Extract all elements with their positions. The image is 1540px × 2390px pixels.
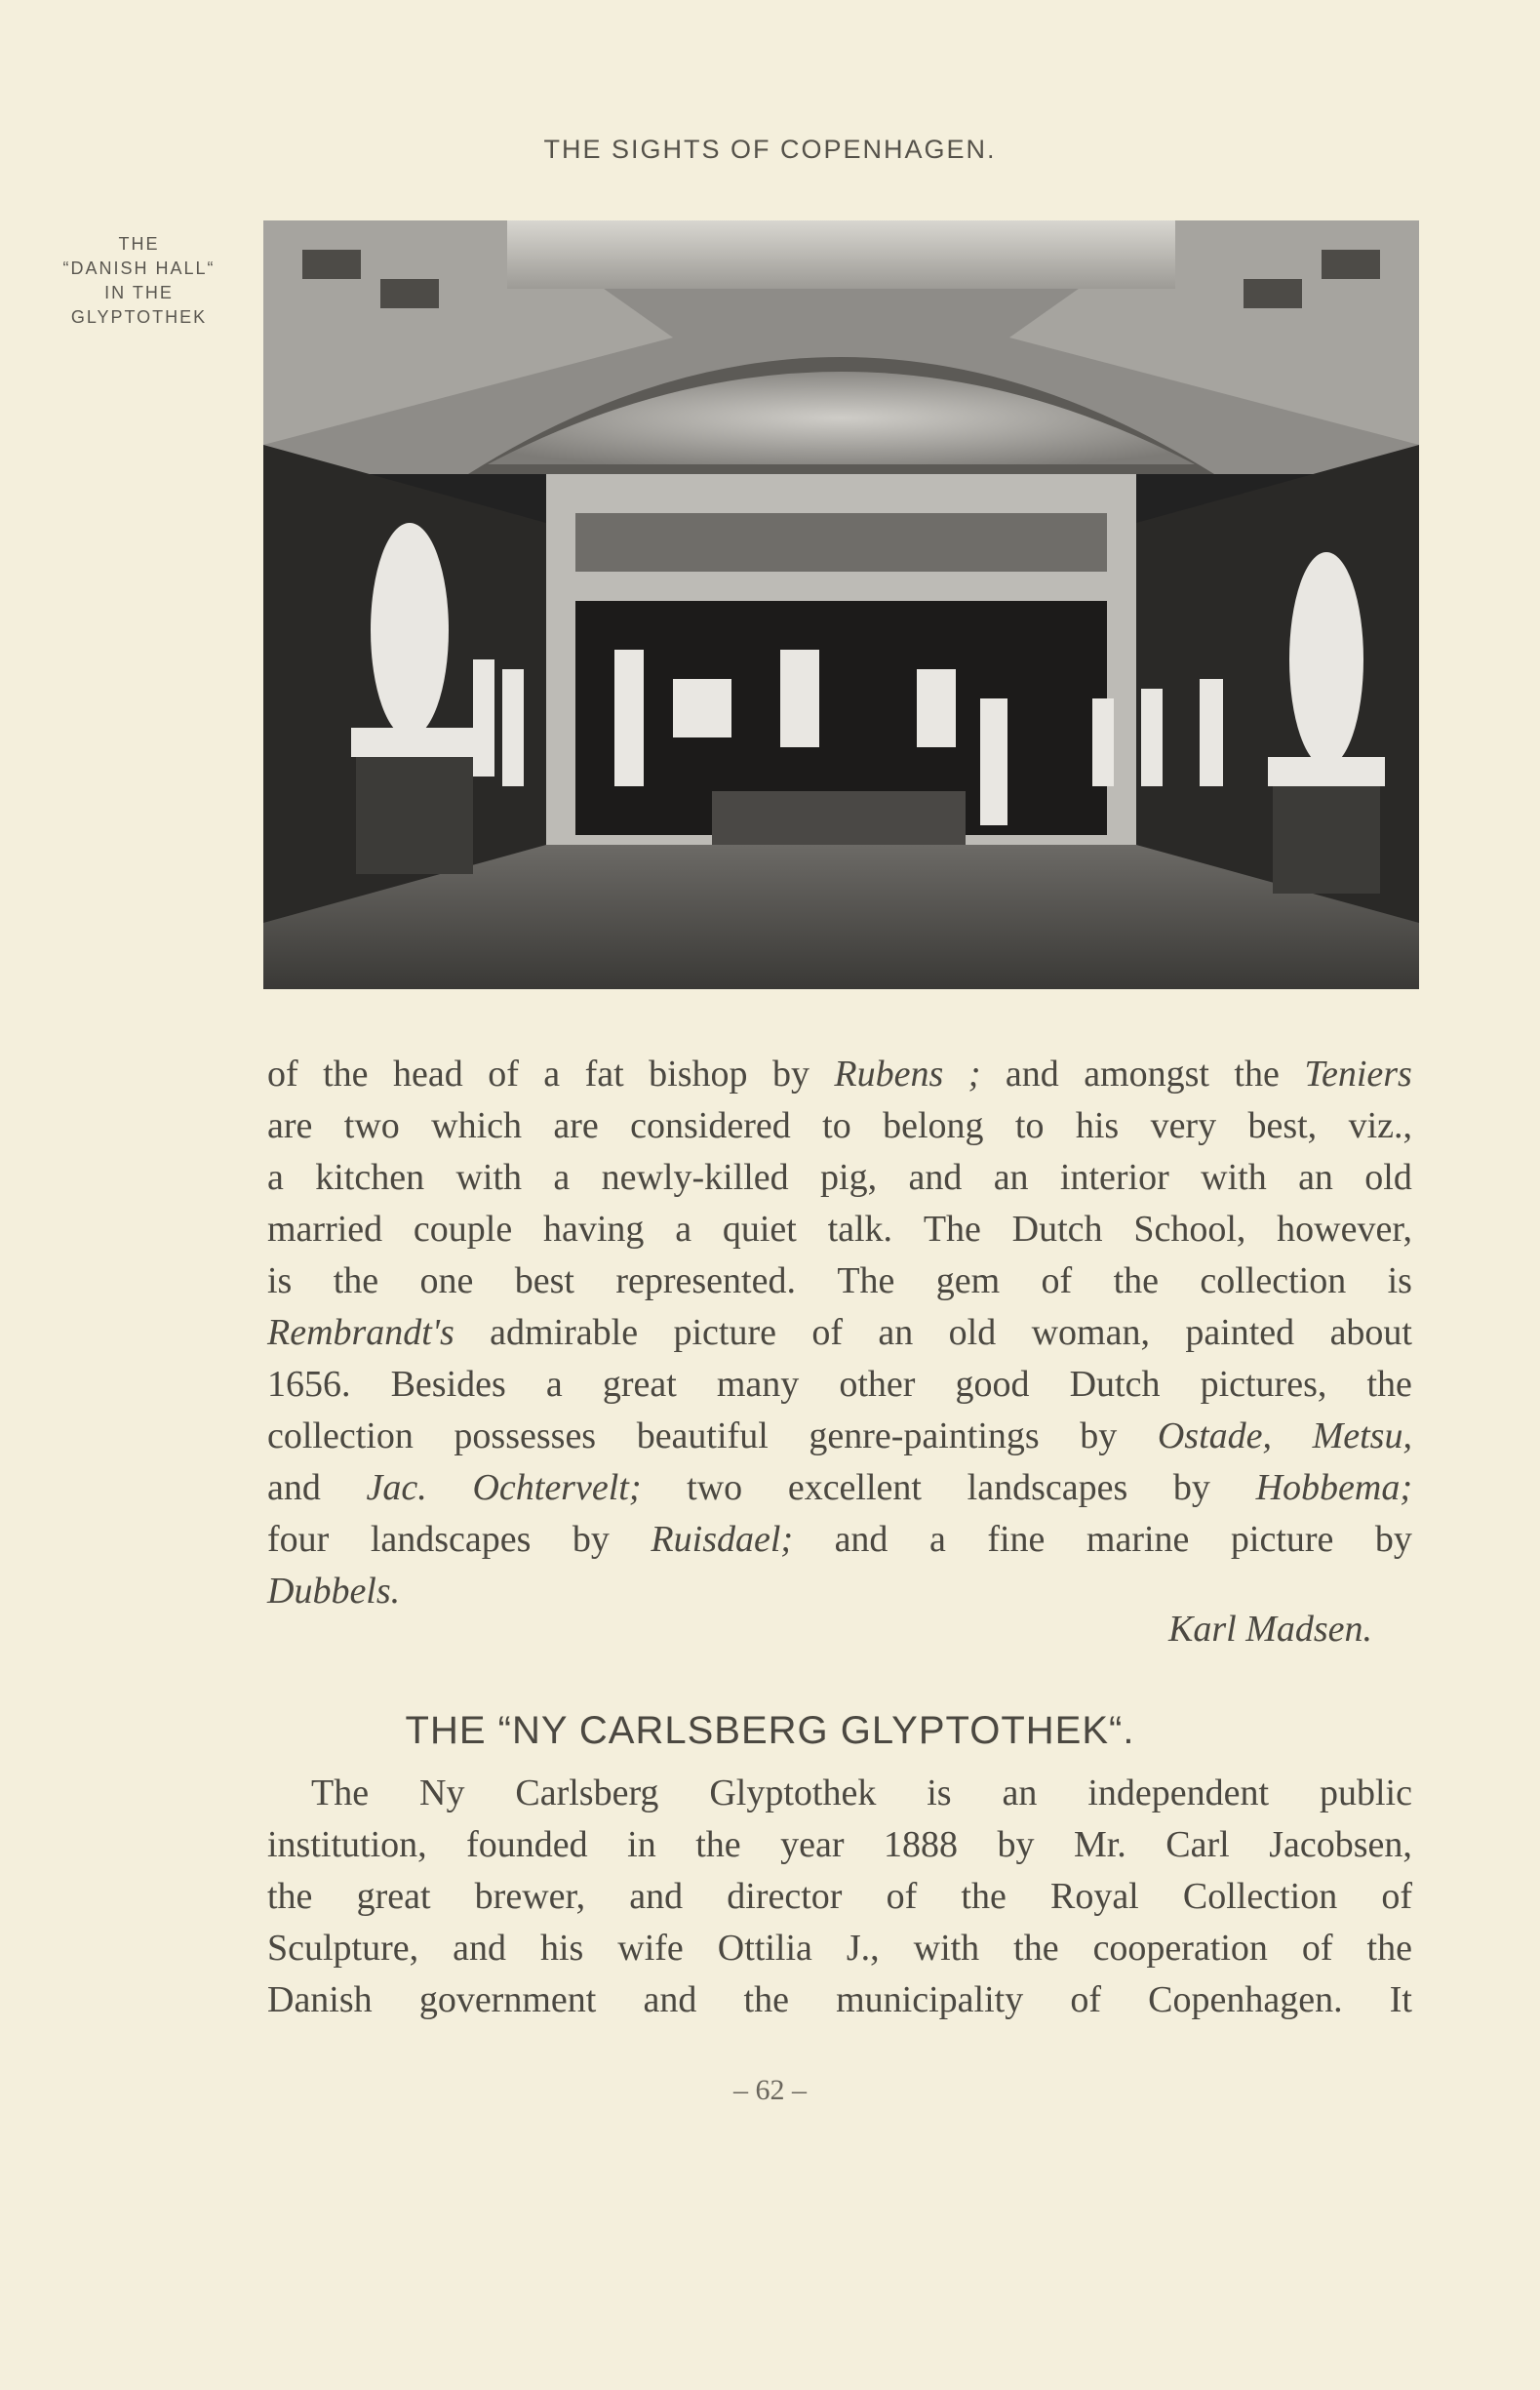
word: is [267, 1260, 293, 1301]
word: of [1301, 1928, 1333, 1969]
caption-line: THE [118, 234, 160, 254]
word: to [822, 1105, 851, 1146]
italic-word: ; [967, 1054, 981, 1095]
word: a [553, 1157, 571, 1198]
word: of [267, 1054, 298, 1095]
word: his [1075, 1105, 1120, 1146]
word: gem [935, 1260, 1001, 1301]
word: great [356, 1876, 431, 1917]
word: 1888 [883, 1824, 958, 1865]
word: a [267, 1157, 284, 1198]
word: with [913, 1928, 980, 1969]
word: a [675, 1209, 692, 1250]
word: the [1013, 1928, 1059, 1969]
word: many [716, 1364, 800, 1405]
word: and [834, 1519, 888, 1560]
word: picture [1230, 1519, 1334, 1560]
word: of [811, 1312, 844, 1353]
text-line [267, 1768, 1412, 1819]
word: considered [630, 1105, 791, 1146]
word: and [629, 1876, 684, 1917]
word: marine [1086, 1519, 1190, 1560]
word: Carlsberg [515, 1773, 659, 1813]
word: genre-paintings [809, 1415, 1040, 1456]
word: the [1366, 1928, 1412, 1969]
word: fine [987, 1519, 1046, 1560]
word: The [837, 1260, 895, 1301]
sculpture-hall-photo [263, 220, 1419, 989]
italic-word: Dubbels. [267, 1571, 401, 1612]
word: best, [1247, 1105, 1318, 1146]
word: landscapes [370, 1519, 532, 1560]
word: best [514, 1260, 574, 1301]
word: and [908, 1157, 963, 1198]
word: a [928, 1519, 946, 1560]
word: very [1150, 1105, 1217, 1146]
word: in [627, 1824, 656, 1865]
word: having [542, 1209, 645, 1250]
word: J., [846, 1928, 880, 1969]
section-heading: THE “NY CARLSBERG GLYPTOTHEK“. [405, 1709, 1135, 1752]
word: It [1389, 1979, 1412, 2020]
word: Glyptothek [709, 1773, 877, 1813]
text-line [267, 1204, 1412, 1255]
word: the [1366, 1364, 1412, 1405]
word: and [643, 1979, 697, 2020]
word: about [1329, 1312, 1412, 1353]
word: independent [1087, 1773, 1270, 1813]
word: The [923, 1209, 981, 1250]
page-number: – 62 – [733, 2074, 807, 2106]
word: couple [413, 1209, 513, 1250]
word: head [393, 1054, 463, 1095]
photograph-sculpture-hall-icon [263, 220, 1419, 989]
word: painted [1185, 1312, 1295, 1353]
word: wife [617, 1928, 684, 1969]
word: an [993, 1157, 1029, 1198]
word: belong [883, 1105, 984, 1146]
caption-line: GLYPTOTHEK [70, 307, 208, 327]
word: brewer, [474, 1876, 586, 1917]
word: four [267, 1519, 330, 1560]
word: picture [673, 1312, 776, 1353]
word: old [948, 1312, 997, 1353]
word: by [572, 1519, 610, 1560]
word: by [1374, 1519, 1412, 1560]
word: and [267, 1467, 321, 1508]
italic-word: Ruisdael; [651, 1519, 794, 1560]
word: by [1172, 1467, 1210, 1508]
text-line [267, 1462, 1412, 1514]
word: Dutch [1069, 1364, 1161, 1405]
word: Ottilia [717, 1928, 812, 1969]
word: the [267, 1876, 313, 1917]
word: represented. [615, 1260, 796, 1301]
running-head: THE SIGHTS OF COPENHAGEN. [543, 135, 997, 164]
word: pig, [820, 1157, 878, 1198]
word: one [419, 1260, 474, 1301]
word: landscapes [967, 1467, 1128, 1508]
text-line [267, 1974, 1412, 2026]
word: Jacobsen, [1269, 1824, 1412, 1865]
text-line [267, 1871, 1412, 1923]
word: fat [584, 1054, 624, 1095]
word: Mr. [1073, 1824, 1126, 1865]
word: and [453, 1928, 506, 1969]
word: the [961, 1876, 1007, 1917]
word: by [997, 1824, 1035, 1865]
word: the [333, 1260, 379, 1301]
word: good [955, 1364, 1030, 1405]
word: his [539, 1928, 584, 1969]
word: Danish [267, 1979, 373, 2020]
word: the [743, 1979, 789, 2020]
text-line [267, 1359, 1412, 1411]
word: a [543, 1054, 561, 1095]
text-line [267, 1819, 1412, 1871]
word: of [1381, 1876, 1412, 1917]
word: by [771, 1054, 809, 1095]
word: two [343, 1105, 400, 1146]
word: which [431, 1105, 523, 1146]
word: however, [1277, 1209, 1412, 1250]
word: is [927, 1773, 952, 1813]
word: of [1070, 1979, 1101, 2020]
word: is [1387, 1260, 1412, 1301]
word: Carl [1165, 1824, 1230, 1865]
word: Copenhagen. [1148, 1979, 1343, 2020]
word: collection [1200, 1260, 1347, 1301]
word: collection [267, 1415, 414, 1456]
text-line [267, 1307, 1412, 1359]
word: Dutch [1011, 1209, 1103, 1250]
word: an [878, 1312, 914, 1353]
word: an [1002, 1773, 1038, 1813]
italic-word: Teniers [1304, 1054, 1412, 1095]
word: possesses [454, 1415, 597, 1456]
word: other [839, 1364, 916, 1405]
italic-word: Ochtervelt; [472, 1467, 642, 1508]
word: quiet [722, 1209, 797, 1250]
word: excellent [787, 1467, 922, 1508]
word: municipality [836, 1979, 1024, 2020]
caption-line: IN THE [104, 283, 174, 302]
word: of [1041, 1260, 1073, 1301]
word: year [780, 1824, 845, 1865]
italic-word: Ostade, [1157, 1415, 1273, 1456]
word: married [267, 1209, 383, 1250]
italic-word: Rembrandt's [267, 1312, 454, 1353]
word: talk. [827, 1209, 893, 1250]
word: to [1014, 1105, 1045, 1146]
word: are [267, 1105, 313, 1146]
word: an [1298, 1157, 1333, 1198]
word: the [695, 1824, 741, 1865]
word: bishop [649, 1054, 748, 1095]
word: and [1005, 1054, 1059, 1095]
word: of [488, 1054, 519, 1095]
word: pictures, [1200, 1364, 1327, 1405]
word: 1656. [267, 1364, 351, 1405]
word: two [687, 1467, 743, 1508]
word: Collection [1182, 1876, 1338, 1917]
word: great [602, 1364, 677, 1405]
word: are [553, 1105, 599, 1146]
word: Sculpture, [267, 1928, 419, 1969]
italic-word: Rubens [834, 1054, 944, 1095]
word: admirable [490, 1312, 639, 1353]
word: founded [466, 1824, 588, 1865]
word: director [727, 1876, 843, 1917]
word: a [545, 1364, 563, 1405]
text-line [267, 1411, 1412, 1462]
word: Besides [390, 1364, 506, 1405]
word: woman, [1031, 1312, 1150, 1353]
italic-word: Jac. [366, 1467, 427, 1508]
word: viz., [1348, 1105, 1412, 1146]
text-line [267, 1152, 1412, 1204]
text-line [267, 1255, 1412, 1307]
paragraph-glyptothek [267, 1768, 1412, 2026]
word: Ny [419, 1773, 465, 1813]
word: institution, [267, 1824, 427, 1865]
word: interior [1059, 1157, 1169, 1198]
text-line [267, 1049, 1412, 1100]
word: of [886, 1876, 918, 1917]
word: the [1113, 1260, 1159, 1301]
word: old [1364, 1157, 1412, 1198]
italic-word: Hobbema; [1255, 1467, 1412, 1508]
word: School, [1133, 1209, 1246, 1250]
text-line [267, 1923, 1412, 1974]
word: amongst [1084, 1054, 1209, 1095]
word: kitchen [315, 1157, 425, 1198]
text-line [267, 1514, 1412, 1566]
word: with [1201, 1157, 1267, 1198]
word: The [311, 1773, 370, 1813]
word: by [1080, 1415, 1118, 1456]
word: beautiful [636, 1415, 769, 1456]
word: government [418, 1979, 597, 2020]
word: the [1234, 1054, 1280, 1095]
word: public [1319, 1773, 1412, 1813]
word: newly-killed [601, 1157, 789, 1198]
paragraph-paintings [267, 1049, 1412, 1617]
italic-word: Metsu, [1312, 1415, 1412, 1456]
word: Royal [1049, 1876, 1139, 1917]
author-signature: Karl Madsen. [1168, 1609, 1372, 1650]
word: cooperation [1092, 1928, 1268, 1969]
text-line [267, 1100, 1412, 1152]
word: the [323, 1054, 369, 1095]
caption-line: “DANISH HALL“ [62, 259, 216, 278]
photo-caption [39, 232, 239, 330]
word: with [455, 1157, 523, 1198]
